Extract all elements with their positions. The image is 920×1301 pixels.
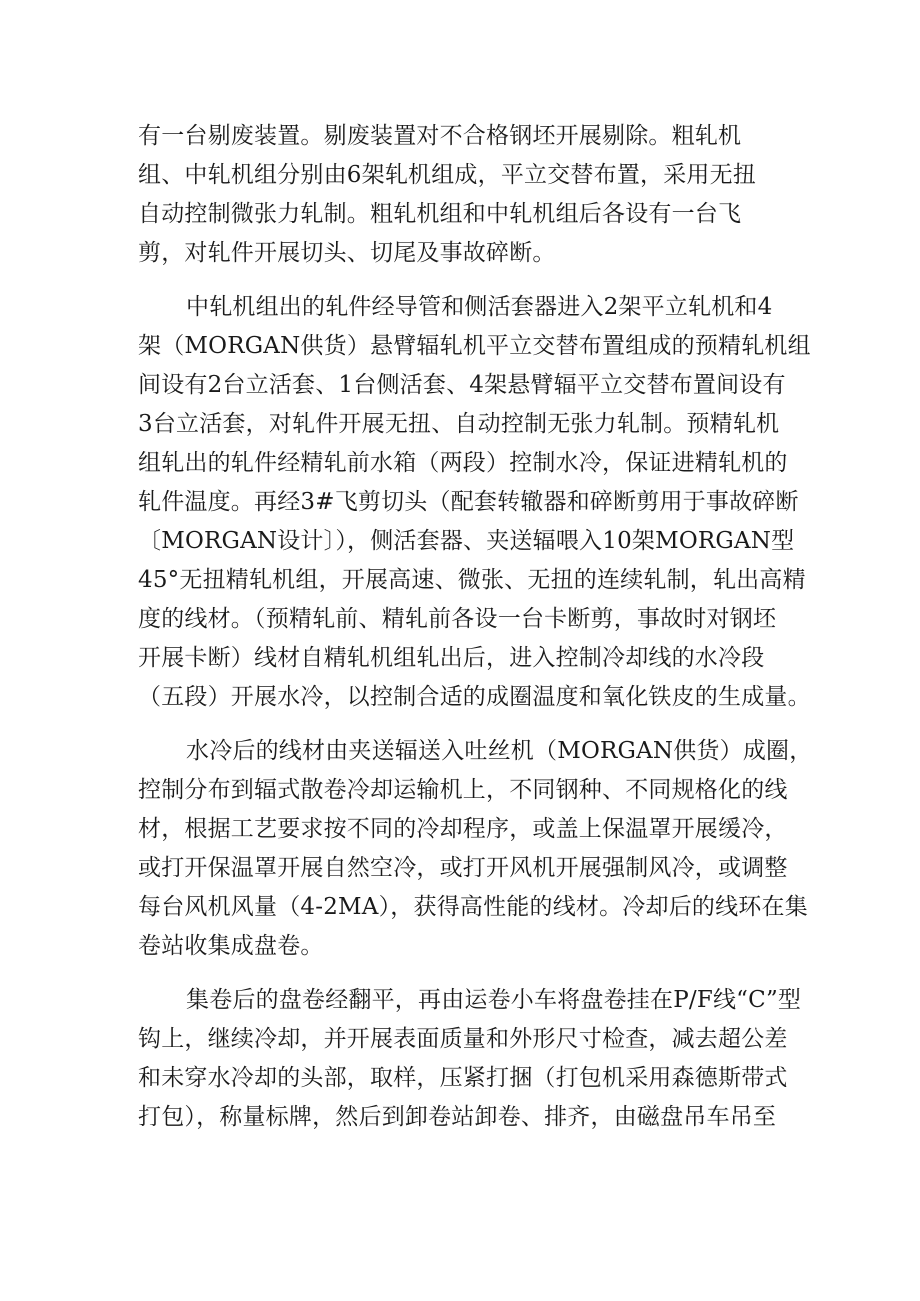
paragraph-3-line-2: 控制分布到辐式散卷冷却运输机上，不同钢种、不同规格化的线	[138, 777, 788, 803]
paragraph-2-line-7: 〔MORGAN设计〕），侧活套器、夹送辐喂入10架MORGAN型	[138, 528, 795, 554]
paragraph-3-line-5: 每台风机风量（4-2MA），获得高性能的线材。冷却后的线环在集	[138, 894, 808, 920]
paragraph-1-line-3: 自动控制微张力轧制。粗轧机组和中轧机组后各设有一台飞	[138, 201, 742, 227]
paragraph-2-line-8: 45°无扭精轧机组，开展高速、微张、无扭的连续轧制，轧出高精	[138, 567, 806, 593]
paragraph-2-line-4: 3台立活套，对轧件开展无扭、自动控制无张力轧制。预精轧机	[138, 411, 780, 437]
paragraph-3-line-4: 或打开保温罩开展自然空冷，或打开风机开展强制风冷，或调整	[138, 855, 788, 881]
paragraph-3-line-3: 材，根据工艺要求按不同的冷却程序，或盖上保温罩开展缓冷，	[138, 816, 788, 842]
paragraph-4-line-1: 集卷后的盘卷经翻平，再由运卷小车将盘卷挂在P/F线“C”型	[186, 987, 802, 1013]
paragraph-2-line-10: 开展卡断）线材自精轧机组轧出后，进入控制冷却线的水冷段	[138, 645, 765, 671]
paragraph-4-line-4: 打包），称量标牌，然后到卸卷站卸卷、排齐，由磁盘吊车吊至	[138, 1104, 777, 1130]
paragraph-2-line-6: 轧件温度。再经3#飞剪切头（配套转辙器和碎断剪用于事故碎断	[138, 489, 799, 515]
paragraph-1-line-2: 组、中轧机组分别由6架轧机组成，平立交替布置，采用无扭	[138, 162, 757, 188]
paragraph-2-line-9: 度的线材。（预精轧前、精轧前各设一台卡断剪，事故时对钢坯	[138, 606, 777, 632]
paragraph-2-line-3: 间设有2台立活套、1台侧活套、4架悬臂辐平立交替布置间设有	[138, 372, 786, 398]
paragraph-2-line-2: 架（MORGAN供货）悬臂辐轧机平立交替布置组成的预精轧机组	[138, 333, 811, 359]
paragraph-4-line-2: 钩上，继续冷却，并开展表面质量和外形尺寸检查，减去超公差	[138, 1026, 788, 1052]
paragraph-3-line-1: 水冷后的线材由夹送辐送入吐丝机（MORGAN供货）成圈，	[186, 738, 813, 764]
paragraph-4-line-3: 和未穿水冷却的头部，取样，压紧打捆（打包机采用森德斯带式	[138, 1065, 788, 1091]
paragraph-1-line-1: 有一台剔废装置。剔废装置对不合格钢坯开展剔除。粗轧机	[138, 123, 742, 149]
paragraph-2-line-5: 组轧出的轧件经精轧前水箱（两段）控制水冷，保证进精轧机的	[138, 450, 788, 476]
paragraph-1-line-4: 剪，对轧件开展切头、切尾及事故碎断。	[138, 240, 556, 266]
paragraph-2-line-1: 中轧机组出的轧件经导管和侧活套器进入2架平立轧机和4	[186, 294, 773, 320]
paragraph-2-line-11: （五段）开展水冷，以控制合适的成圈温度和氧化铁皮的生成量。	[138, 684, 811, 710]
paragraph-3-line-6: 卷站收集成盘卷。	[138, 933, 324, 959]
